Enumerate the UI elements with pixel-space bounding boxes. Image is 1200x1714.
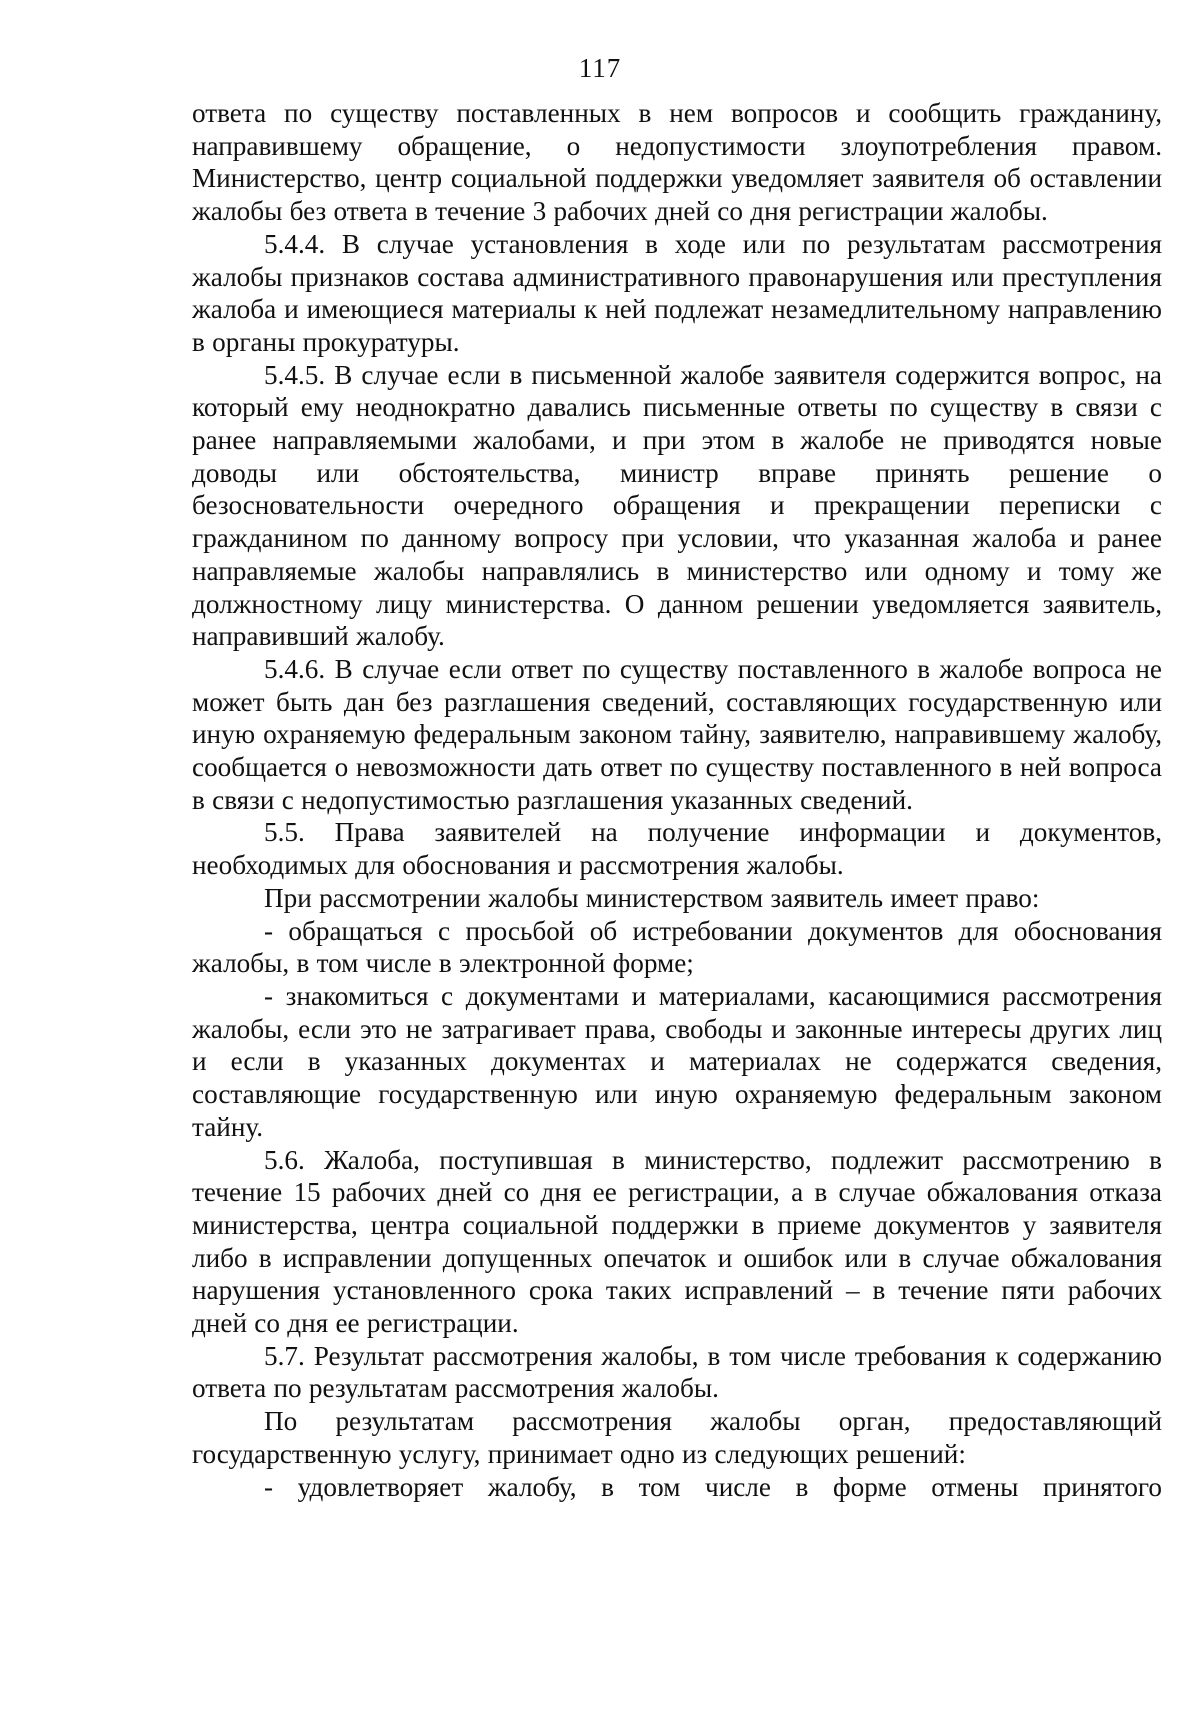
page-number: 117 — [578, 53, 622, 83]
list-item-satisfy-complaint: - удовлетворяет жалобу, в том числе в форме отмены принятого — [264, 1471, 1162, 1502]
list-item-request-documents: - обращаться с просьбой об истребовании документов для обоснования жалобы, в том числе в электронной форме; — [192, 915, 1162, 979]
paragraph-decisions-intro: По результатам рассмотрения жалобы орган, предоставляющий государственную услугу, принимает одно из следующих решений: — [192, 1406, 1162, 1469]
document-body — [192, 97, 1162, 1503]
paragraph-5-5: 5.5. Права заявителей на получение информации и документов, необходимых для обоснования и рассмотрения жалобы. — [192, 817, 1162, 881]
paragraph-5-4-6: 5.4.6. В случае если ответ по существу поставленного в жалобе вопроса не может быть дан без разглашения сведений, составляющих государственную или иную охраняемую федеральным законом тайну, заявителю, направившему жалобу, сообщается о невозможности дать ответ по существу поставленного в ней вопроса в связи с недопустимостью разглашения указанных сведений. — [192, 653, 1162, 815]
paragraph-5-6: 5.6. Жалоба, поступившая в министерство, подлежит рассмотрению в течение 15 рабочих дней со дня ее регистрации, а в случае обжалования отказа министерства, центра социальной поддержки в приеме документов у заявителя либо в исправлении допущенных опечаток и ошибок или в случае обжалования нарушения установленного срока таких исправлений – в течение пяти рабочих дней со дня ее регистрации. — [192, 1144, 1162, 1339]
paragraph-5-4-4: 5.4.4. В случае установления в ходе или по результатам рассмотрения жалобы признаков состава административного правонарушения или преступления жалоба и имеющиеся материалы к ней подлежат незамедлительному направлению в органы прокуратуры. — [192, 228, 1162, 357]
paragraph-rights-intro: При рассмотрении жалобы министерством заявитель имеет право: — [264, 882, 1040, 913]
paragraph-5-7: 5.7. Результат рассмотрения жалобы, в том числе требования к содержанию ответа по результатам рассмотрения жалобы. — [192, 1340, 1162, 1404]
list-item-review-materials: - знакомиться с документами и материалами, касающимися рассмотрения жалобы, если это не затрагивает права, свободы и законные интересы других лиц и если в указанных документах и материалах не содержатся сведения, составляющие государственную или иную охраняемую федеральным законом тайну. — [192, 980, 1162, 1142]
paragraph-continuation: ответа по существу поставленных в нем вопросов и сообщить гражданину, направившему обращение, о недопустимости злоупотребления правом. Министерство, центр социальной поддержки уведомляет заявителя об оставлении жалобы без ответа в течение 3 рабочих дней со дня регистрации жалобы. — [192, 98, 1162, 227]
paragraph-5-4-5: 5.4.5. В случае если в письменной жалобе заявителя содержится вопрос, на который ему неоднократно давались письменные ответы по существу в связи с ранее направляемыми жалобами, и при этом в жалобе не приводятся новые доводы или обстоятельства, министр вправе принять решение о безосновательности очередного обращения и прекращении переписки с гражданином по данному вопросу при условии, что указанная жалоба и ранее направляемые жалобы направлялись в министерство или одному и тому же должностному лицу министерства. О данном решении уведомляется заявитель, направивший жалобу. — [192, 359, 1162, 652]
